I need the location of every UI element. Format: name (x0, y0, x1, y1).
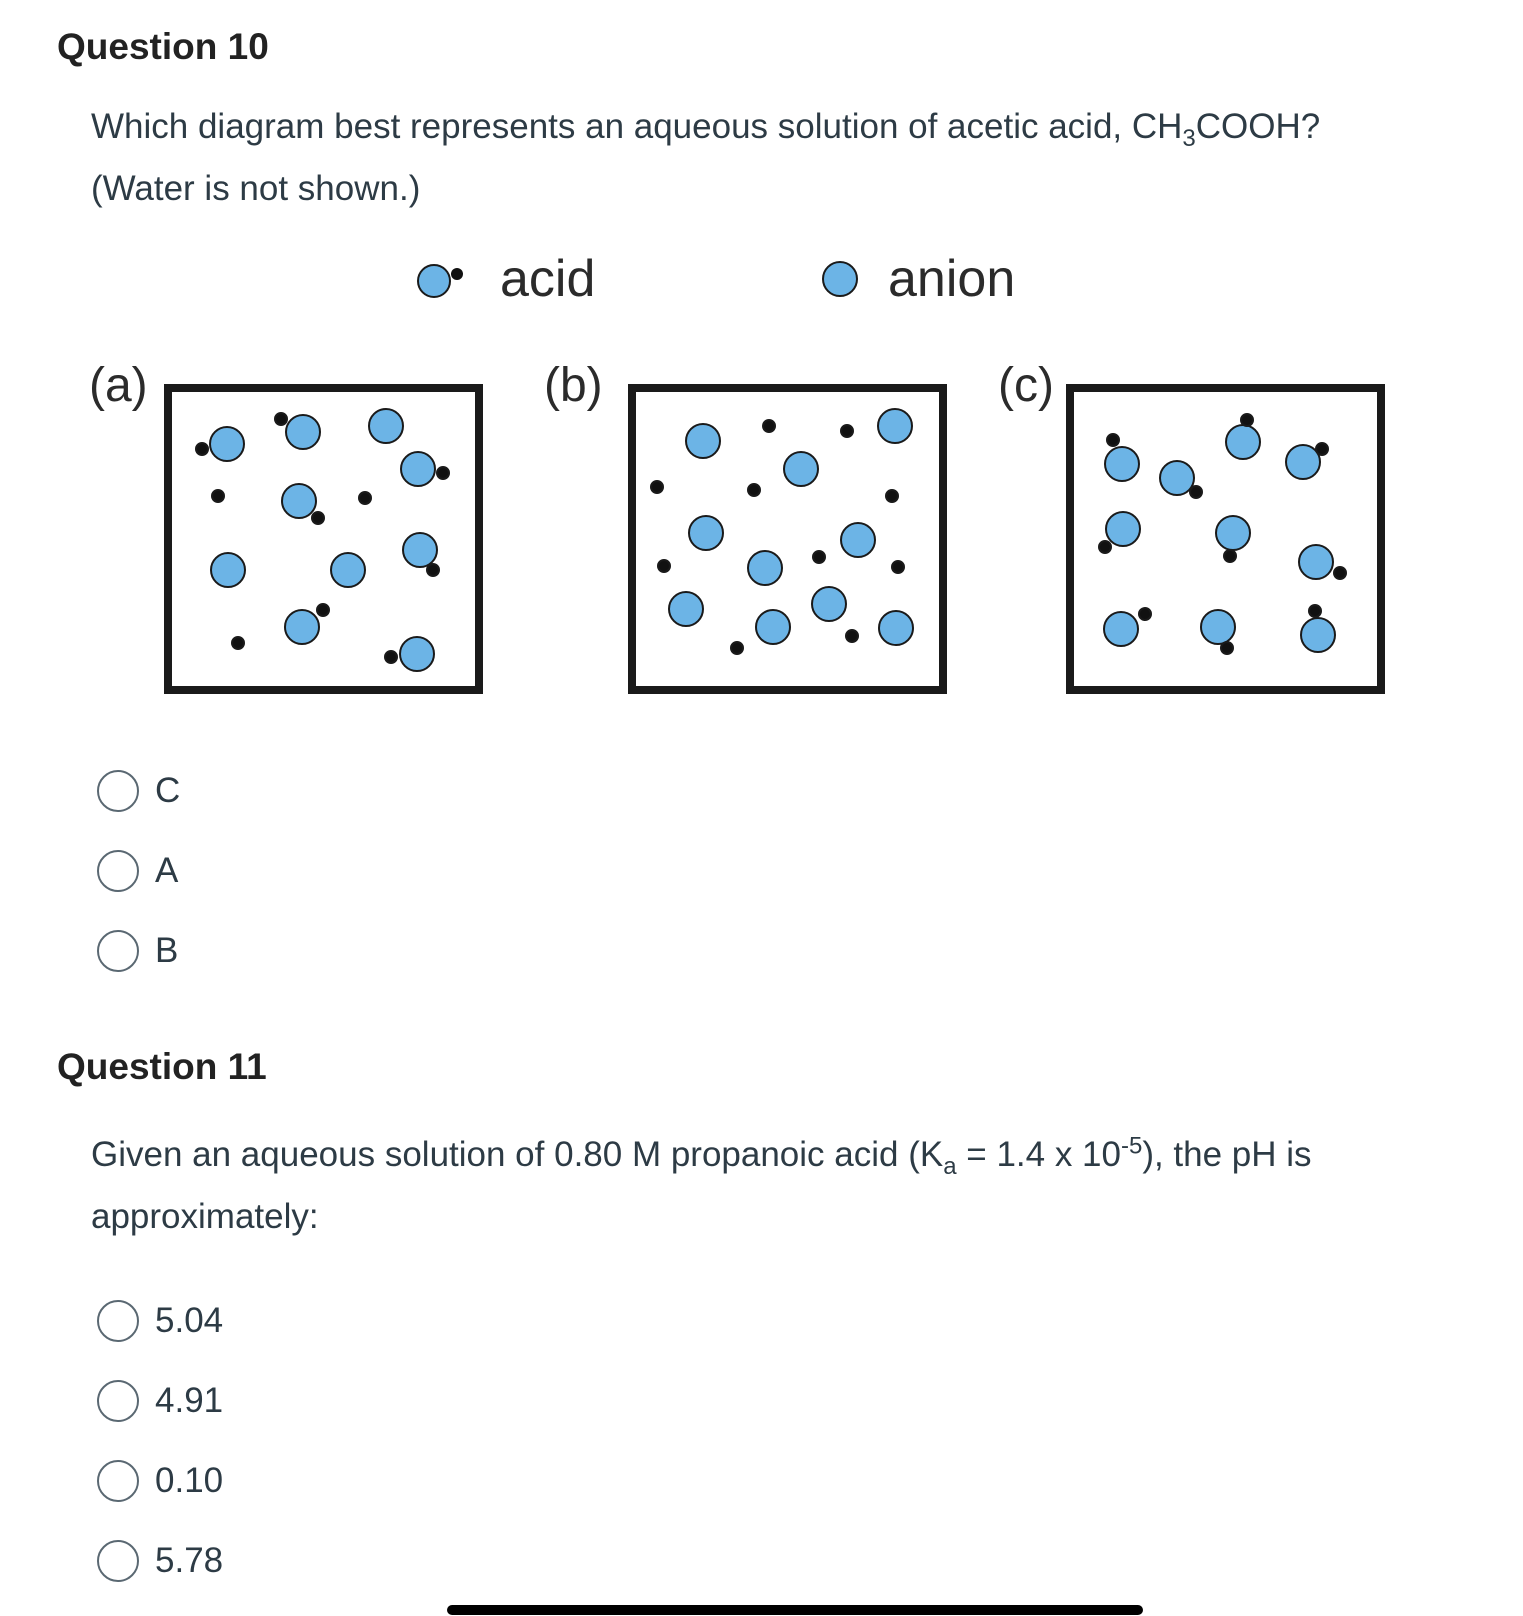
radio-button[interactable] (97, 1300, 139, 1342)
radio-button[interactable] (97, 930, 139, 972)
radio-button[interactable] (97, 1460, 139, 1502)
q10-option-c[interactable] (97, 766, 180, 816)
option-label: 4.91 (155, 1381, 224, 1420)
radio-button[interactable] (97, 1540, 139, 1582)
home-indicator[interactable] (447, 1605, 1143, 1615)
q11-option-3[interactable] (97, 1456, 223, 1506)
acid-icon (418, 265, 450, 297)
radio-button[interactable] (97, 1380, 139, 1422)
option-label: 5.78 (155, 1541, 224, 1580)
legend-anion-label: anion (888, 250, 1016, 308)
question-11-title: Question 11 (57, 1046, 267, 1087)
radio-button[interactable] (97, 770, 139, 812)
q11-option-1[interactable] (97, 1296, 223, 1346)
particle-diagram (0, 220, 1523, 740)
legend-anion (823, 250, 1015, 308)
question-11-text: Given an aqueous solution of 0.80 M propanoic acid ($K_a = 1.4$ x $10^{-5}$), the pH is approximately: (91, 1132, 1312, 1236)
q10-option-a[interactable] (97, 846, 178, 896)
option-label: B (155, 931, 179, 970)
legend-acid (418, 250, 595, 308)
legend-acid-label: acid (500, 250, 596, 308)
q11-option-2[interactable] (97, 1376, 223, 1426)
option-label: 0.10 (155, 1461, 224, 1500)
panel-c-label: (c) (998, 359, 1054, 412)
q10-option-b[interactable] (97, 926, 178, 976)
panel-a-label: (a) (89, 359, 148, 412)
option-label: 5.04 (155, 1301, 224, 1340)
question-10-text: Which diagram best represents an aqueous solution of acetic acid, $CH_3COOH$? (Water is not shown.) (91, 107, 1321, 208)
anion-icon (823, 262, 857, 296)
option-label: A (155, 851, 179, 890)
question-10-title: Question 10 (57, 26, 269, 67)
option-label: C (155, 771, 181, 810)
panel-b-label: (b) (544, 359, 603, 412)
radio-button[interactable] (97, 850, 139, 892)
q11-option-4[interactable] (97, 1536, 223, 1586)
